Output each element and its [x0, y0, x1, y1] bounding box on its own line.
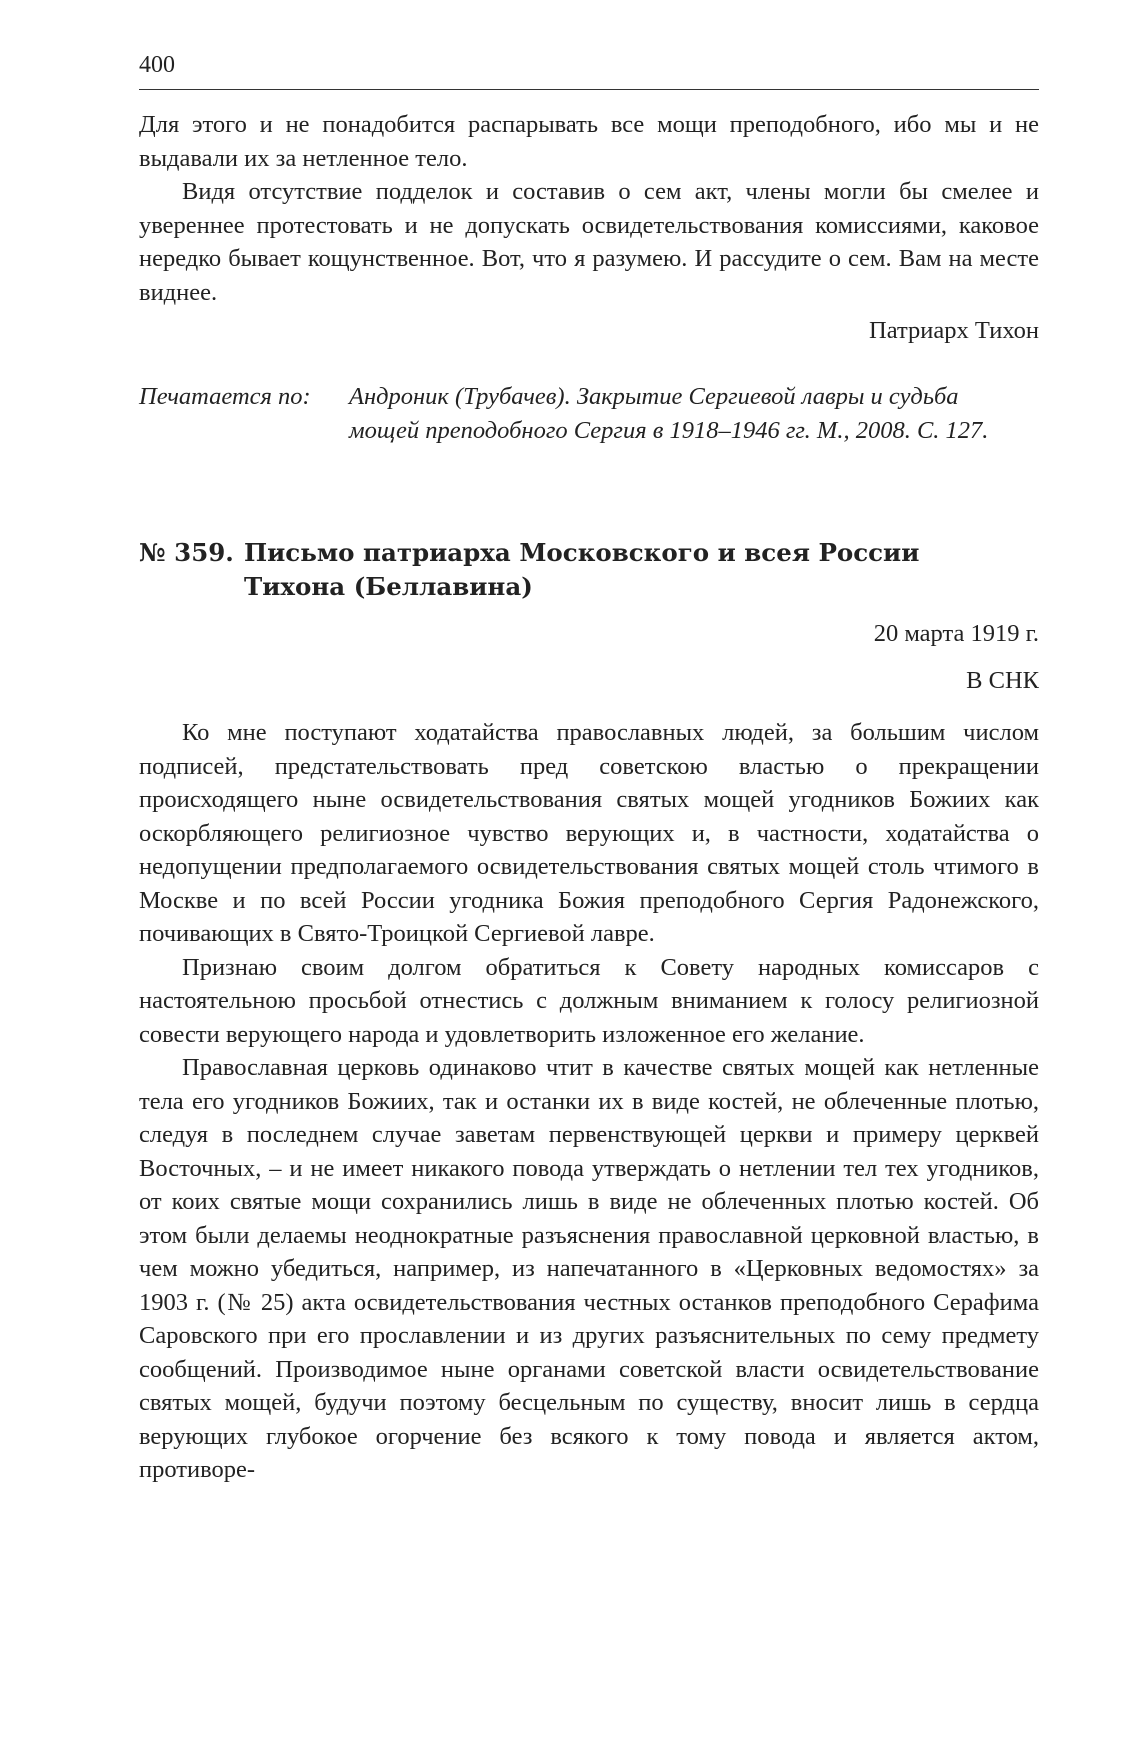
document-number: № 359.	[139, 538, 234, 567]
letter-body	[139, 716, 1039, 1487]
document-addressee: В СНК	[966, 667, 1039, 694]
signature: Патриарх Тихон	[869, 317, 1039, 344]
paragraph: Признаю своим долгом обратиться к Совету народных комиссаров с настоятельною просьбой отнестись с должным вниманием к голосу религиозной совести верующего народа и удовлетворить изложенное его желание.	[139, 953, 1039, 1048]
page-number: 400	[139, 52, 175, 78]
source-label: Печатается по:	[139, 383, 311, 410]
document-heading	[139, 536, 1039, 604]
header-rule	[139, 89, 1039, 90]
paragraph: Для этого и не понадобится распарывать все мощи преподобного, ибо мы и не выдавали их за нетленное тело.	[139, 111, 1039, 172]
document-date: 20 марта 1919 г.	[873, 620, 1039, 647]
source-citation: Андроник (Трубачев). Закрытие Сергиевой лавры и судьба мощей преподобного Сергия в 1918–1946 гг. М., 2008. С. 127.	[349, 383, 989, 444]
document-title: Письмо патриарха Московского и всея России Тихона (Беллавина)	[244, 538, 920, 601]
source-note	[139, 380, 1039, 447]
paragraph: Видя отсутствие подделок и составив о сем акт, члены могли бы смелее и увереннее протестовать и не допускать освидетельствования комиссиями, каковое нередко бывает кощунственное. Вот, что я разумею. И рассудите о сем. Вам на месте виднее.	[139, 178, 1039, 306]
previous-letter-text	[139, 108, 1039, 309]
paragraph: Ко мне поступают ходатайства православных людей, за большим числом подписей, предстательствовать пред советскою властью о прекращении происходящего ныне освидетельствования святых мощей угодников Божиих как оскорбляющего религиозное чувство верующих и, в частности, ходатайства о недопущении предполагаемого освидетельствования святых мощей столь чтимого в Москве и по всей России угодника Божия преподобного Сергия Радонежского, почивающих в Свято-Троицкой Сергиевой лавре.	[139, 719, 1039, 947]
paragraph: Православная церковь одинаково чтит в качестве святых мощей как нетленные тела его угодников Божиих, так и останки их в виде костей, не облеченные плотью, следуя в последнем случае заветам первенствующей церкви и примеру церквей Восточных, – и не имеет никакого повода утверждать о нетлении тел тех угодников, от коих святые мощи сохранились лишь в виде не облеченных плотью костей. Об этом были делаемы неоднократные разъяснения православной церковной властью, в чем можно убедиться, например, из напечатанного в «Церковных ведомостях» за 1903 г. (№ 25) акта освидетельствования честных останков преподобного Серафима Саровского при его прославлении и из других разъяснительных по сему предмету сообщений. Производимое ныне органами советской власти освидетельствование святых мощей, будучи поэтому бесцельным по существу, вносит лишь в сердца верующих глубокое огорчение без всякого к тому повода и является актом, противоре-	[139, 1054, 1039, 1483]
